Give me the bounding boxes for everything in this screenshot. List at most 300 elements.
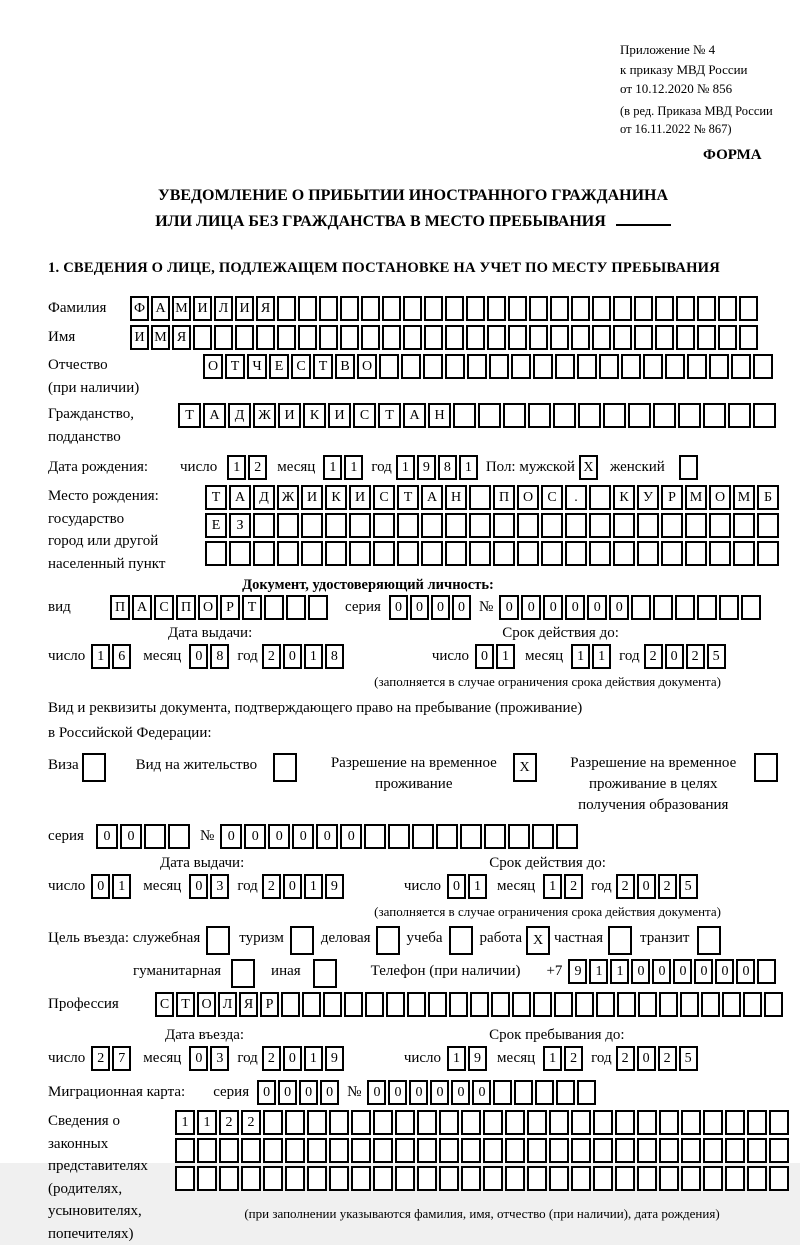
form-cell <box>273 753 297 782</box>
title-blank-underline <box>616 210 671 226</box>
form-cell: Ж <box>277 485 299 510</box>
form-cell <box>439 1138 459 1163</box>
form-cell: 0 <box>543 595 563 620</box>
sex-female-label: женский <box>609 459 665 476</box>
form-cell: К <box>613 485 635 510</box>
form-cell: П <box>493 485 515 510</box>
temp-permit-label <box>319 753 508 795</box>
form-cell: 0 <box>431 595 450 620</box>
form-cell: 1 <box>304 644 323 669</box>
form-cell <box>571 1138 591 1163</box>
form-cell <box>329 1110 349 1135</box>
birth-place-label-line3: город или другой <box>48 533 159 550</box>
form-cell: К <box>325 485 347 510</box>
form-cell: Н <box>445 485 467 510</box>
form-cell <box>395 1138 415 1163</box>
form-cell: 0 <box>665 644 684 669</box>
form-cell: 0 <box>283 874 302 899</box>
mig-number-label: № <box>347 1084 362 1101</box>
temp-permit-label-line1: Разрешение на временное <box>330 755 497 772</box>
form-cell <box>571 1166 591 1191</box>
form-cell <box>615 1138 635 1163</box>
form-cell: 2 <box>644 644 663 669</box>
migration-card-row <box>48 1080 778 1105</box>
representatives-cells <box>175 1110 789 1222</box>
form-cell: М <box>151 325 170 350</box>
form-cell: 0 <box>367 1080 386 1105</box>
form-cell: 0 <box>521 595 541 620</box>
purpose-other-label: иная <box>271 963 301 980</box>
form-cell <box>637 541 659 566</box>
form-cell <box>637 1166 657 1191</box>
form-cell <box>527 1110 547 1135</box>
form-cell: 0 <box>565 595 585 620</box>
form-cell <box>681 1110 701 1135</box>
form-cell <box>613 513 635 538</box>
form-cell: 0 <box>91 874 110 899</box>
form-cell <box>453 403 476 428</box>
form-cell <box>508 824 530 849</box>
form-cell <box>613 325 632 350</box>
day-label: число <box>403 1050 442 1067</box>
form-cell: 1 <box>197 1110 217 1135</box>
form-cell <box>470 992 489 1017</box>
form-cell <box>554 992 573 1017</box>
form-cell <box>349 513 371 538</box>
form-cell <box>461 1166 481 1191</box>
form-cell <box>577 354 597 379</box>
purpose-humanitarian-checkbox <box>231 959 255 988</box>
form-cell: 1 <box>396 455 415 480</box>
mig-number-cells <box>367 1080 596 1105</box>
form-cell: 0 <box>475 644 494 669</box>
doc-issue-year-cells <box>262 644 344 669</box>
form-cell <box>469 541 491 566</box>
patronymic-cells <box>203 354 773 379</box>
form-cell <box>634 296 653 321</box>
month-label: месяц <box>497 1050 536 1067</box>
form-cell <box>351 1110 371 1135</box>
form-cell: И <box>301 485 323 510</box>
form-cell <box>747 1166 767 1191</box>
form-cell: У <box>637 485 659 510</box>
appendix-note-line: от 16.11.2022 № 867) <box>620 121 732 136</box>
form-cell <box>298 296 317 321</box>
name-cells <box>130 325 758 350</box>
form-cell <box>386 992 405 1017</box>
form-cell <box>659 1138 679 1163</box>
form-cell: 0 <box>268 824 290 849</box>
birth-place-label-line2: государство <box>48 510 125 527</box>
form-cell: О <box>198 595 218 620</box>
birth-place-row3 <box>205 541 779 566</box>
form-cell: Л <box>218 992 237 1017</box>
form-cell <box>661 513 683 538</box>
form-cell: 0 <box>736 959 755 984</box>
form-cell <box>302 992 321 1017</box>
purpose-humanitarian-label: гуманитарная <box>133 963 222 980</box>
month-label: месяц <box>525 648 564 665</box>
form-cell <box>301 513 323 538</box>
form-cell <box>739 325 758 350</box>
form-cell <box>589 513 611 538</box>
form-cell <box>593 1110 613 1135</box>
form-cell <box>757 959 776 984</box>
doc-number-label: № <box>478 599 494 616</box>
form-cell <box>589 541 611 566</box>
stay-month-cells <box>543 1046 583 1071</box>
form-cell <box>659 1166 679 1191</box>
form-cell <box>565 513 587 538</box>
form-cell: И <box>193 296 212 321</box>
doc-issue-date-label: Дата выдачи: <box>168 625 253 642</box>
form-cell <box>631 595 651 620</box>
form-cell <box>653 595 673 620</box>
purpose-work-checkbox <box>526 926 550 955</box>
form-cell <box>445 541 467 566</box>
doc-kind-cells <box>110 595 328 620</box>
citizenship-label <box>48 403 178 448</box>
form-cell <box>747 1110 767 1135</box>
residence-doc-text <box>48 696 778 746</box>
form-cell: И <box>235 296 254 321</box>
form-cell: 9 <box>468 1046 487 1071</box>
permit-series-label: серия <box>48 828 84 845</box>
doc-kind-row <box>48 595 778 620</box>
form-cell: 2 <box>658 874 677 899</box>
form-cell <box>615 1110 635 1135</box>
form-cell <box>638 992 657 1017</box>
form-cell: С <box>541 485 563 510</box>
form-cell: Т <box>176 992 195 1017</box>
form-cell: 0 <box>244 824 266 849</box>
birth-year-cells <box>396 455 478 480</box>
form-cell: 0 <box>715 959 734 984</box>
form-cell <box>637 1110 657 1135</box>
purpose-tourism-label: туризм <box>239 930 284 947</box>
entry-year-cells <box>262 1046 344 1071</box>
form-cell <box>493 541 515 566</box>
form-cell <box>256 325 275 350</box>
form-cell <box>424 325 443 350</box>
form-cell <box>489 354 509 379</box>
form-cell <box>528 403 551 428</box>
year-label: год <box>237 878 258 895</box>
form-cell <box>703 1166 723 1191</box>
form-cell: В <box>335 354 355 379</box>
form-cell <box>214 325 233 350</box>
permit-valid-year-cells <box>616 874 698 899</box>
form-cell <box>379 354 399 379</box>
profession-row <box>48 992 778 1017</box>
patronymic-row <box>48 354 778 399</box>
form-cell <box>659 992 678 1017</box>
form-cell: 2 <box>262 1046 281 1071</box>
form-cell: 2 <box>241 1110 261 1135</box>
form-cell: 1 <box>175 1110 195 1135</box>
form-cell <box>82 753 106 782</box>
stay-year-cells <box>616 1046 698 1071</box>
purpose-study-checkbox <box>449 926 473 955</box>
form-cell: 6 <box>112 644 131 669</box>
form-cell <box>376 926 400 955</box>
form-cell <box>373 1138 393 1163</box>
form-cell: Е <box>205 513 227 538</box>
form-cell <box>439 1110 459 1135</box>
form-cell <box>449 992 468 1017</box>
form-cell <box>424 296 443 321</box>
form-cell: М <box>685 485 707 510</box>
form-cell: 0 <box>120 824 142 849</box>
purpose-other-checkbox <box>313 959 337 988</box>
form-cell <box>206 926 230 955</box>
entry-purpose-row <box>48 926 778 955</box>
form-cell <box>527 1166 547 1191</box>
form-cell <box>527 1138 547 1163</box>
form-cell <box>533 992 552 1017</box>
form-cell: 0 <box>694 959 713 984</box>
form-cell <box>718 325 737 350</box>
form-cell: 1 <box>589 959 608 984</box>
form-cell <box>505 1166 525 1191</box>
doc-kind-label: вид <box>48 599 71 616</box>
doc-valid-note: (заполняется в случае ограничения срока действия документа) <box>374 674 721 690</box>
form-cell: Н <box>428 403 451 428</box>
form-cell <box>277 541 299 566</box>
form-cell: С <box>353 403 376 428</box>
representatives-block <box>48 1110 778 1245</box>
form-cell <box>298 325 317 350</box>
form-cell <box>340 296 359 321</box>
form-cell <box>757 541 779 566</box>
sex-male-checkbox <box>579 455 598 480</box>
entry-date-label: Дата въезда: <box>165 1027 245 1044</box>
form-cell: 0 <box>283 1046 302 1071</box>
form-cell <box>264 595 284 620</box>
form-cell: И <box>130 325 149 350</box>
permit-date-labels <box>48 854 778 873</box>
form-cell <box>319 325 338 350</box>
form-cell: А <box>403 403 426 428</box>
form-cell: Е <box>269 354 289 379</box>
form-cell: 5 <box>679 874 698 899</box>
year-label: год <box>591 1050 612 1067</box>
form-cell <box>628 403 651 428</box>
representatives-label-line6: попечителях) <box>48 1225 134 1242</box>
form-cell: 0 <box>652 959 671 984</box>
form-cell <box>407 992 426 1017</box>
form-cell: 0 <box>430 1080 449 1105</box>
form-cell <box>603 403 626 428</box>
doc-valid-month-cells <box>571 644 611 669</box>
form-cell <box>680 992 699 1017</box>
form-cell <box>728 403 751 428</box>
form-cell <box>461 1138 481 1163</box>
edu-permit-label-line2: проживание в целях <box>589 776 718 793</box>
form-cell <box>550 325 569 350</box>
patronymic-label <box>48 354 203 399</box>
form-cell <box>351 1138 371 1163</box>
form-cell: Т <box>313 354 333 379</box>
form-cell: Т <box>178 403 201 428</box>
form-cell: 1 <box>344 455 363 480</box>
migration-card-label: Миграционная карта: <box>48 1084 186 1101</box>
form-cell <box>556 1080 575 1105</box>
representatives-label-line3: представителях <box>48 1158 148 1175</box>
visa-checkbox <box>82 753 106 782</box>
form-cell <box>725 1110 745 1135</box>
form-cell <box>556 824 578 849</box>
form-cell <box>308 595 328 620</box>
representatives-row2 <box>175 1138 789 1163</box>
edu-permit-label <box>559 753 748 816</box>
form-cell <box>144 824 166 849</box>
birth-place-block <box>48 485 778 575</box>
form-cell: Т <box>397 485 419 510</box>
form-cell: 1 <box>91 644 110 669</box>
birth-date-row <box>48 455 778 480</box>
form-cell: 1 <box>459 455 478 480</box>
form-cell <box>445 325 464 350</box>
form-cell: 1 <box>468 874 487 899</box>
form-cell: 0 <box>96 824 118 849</box>
form-cell <box>685 513 707 538</box>
form-cell <box>397 513 419 538</box>
purpose-work-label: работа <box>479 930 523 947</box>
birth-place-row2 <box>205 513 779 538</box>
form-cell <box>617 992 636 1017</box>
form-cell: 0 <box>452 595 471 620</box>
form-cell <box>307 1110 327 1135</box>
representatives-row1 <box>175 1110 789 1135</box>
form-cell <box>512 992 531 1017</box>
form-cell <box>449 926 473 955</box>
form-cell <box>403 325 422 350</box>
form-cell: 0 <box>316 824 338 849</box>
birth-day-cells <box>227 455 267 480</box>
form-cell <box>344 992 363 1017</box>
form-cell <box>676 325 695 350</box>
citizenship-label-line2: подданство <box>48 428 121 445</box>
month-label: месяц <box>143 878 182 895</box>
form-cell <box>681 1138 701 1163</box>
permit-dates-row <box>48 874 778 899</box>
representatives-label-line5: усыновителях, <box>48 1203 142 1220</box>
form-cell <box>517 513 539 538</box>
form-cell: А <box>203 403 226 428</box>
doc-dates-row <box>48 644 778 669</box>
permit-valid-until-label: Срок действия до: <box>489 855 606 872</box>
form-cell <box>241 1138 261 1163</box>
appendix-note-line: (в ред. Приказа МВД России <box>620 103 773 118</box>
entry-dates-row <box>48 1046 778 1071</box>
form-cell <box>361 296 380 321</box>
form-cell: 5 <box>707 644 726 669</box>
form-cell: 8 <box>325 644 344 669</box>
purpose-private-checkbox <box>608 926 632 955</box>
form-cell <box>553 403 576 428</box>
form-cell <box>637 513 659 538</box>
form-cell: 2 <box>616 874 635 899</box>
form-cell <box>731 354 751 379</box>
form-cell <box>719 595 739 620</box>
form-cell <box>733 541 755 566</box>
birth-month-cells <box>323 455 363 480</box>
form-cell <box>319 296 338 321</box>
permit-series-row <box>48 824 778 849</box>
surname-cells <box>130 296 758 321</box>
form-cell <box>697 926 721 955</box>
form-cell: А <box>229 485 251 510</box>
form-cell: 1 <box>323 455 342 480</box>
form-cell: И <box>278 403 301 428</box>
form-cell: С <box>291 354 311 379</box>
form-cell <box>613 296 632 321</box>
form-cell <box>417 1138 437 1163</box>
form-cell <box>483 1138 503 1163</box>
form-cell: 9 <box>568 959 587 984</box>
form-cell <box>535 1080 554 1105</box>
form-cell: С <box>154 595 174 620</box>
form-cell <box>340 325 359 350</box>
form-cell: 0 <box>609 595 629 620</box>
form-cell <box>529 325 548 350</box>
month-label: месяц <box>143 648 182 665</box>
birth-date-label: Дата рождения: <box>48 459 149 476</box>
form-cell <box>508 325 527 350</box>
form-cell <box>659 1110 679 1135</box>
form-cell: З <box>229 513 251 538</box>
form-cell: 2 <box>219 1110 239 1135</box>
form-cell <box>549 1138 569 1163</box>
form-cell <box>685 541 707 566</box>
form-cell: . <box>565 485 587 510</box>
form-cell <box>469 485 491 510</box>
form-cell <box>493 1080 512 1105</box>
form-cell <box>361 325 380 350</box>
form-cell <box>219 1138 239 1163</box>
form-cell <box>678 403 701 428</box>
stay-until-label: Срок пребывания до: <box>489 1027 625 1044</box>
phone-label: Телефон (при наличии) <box>370 963 521 980</box>
form-cell: 1 <box>304 874 323 899</box>
form-cell: 0 <box>389 595 408 620</box>
form-cell: 0 <box>637 874 656 899</box>
form-cell <box>571 325 590 350</box>
doc-date-labels <box>48 624 778 643</box>
form-cell <box>511 354 531 379</box>
form-cell <box>529 296 548 321</box>
patronymic-label-line2: (при наличии) <box>48 379 140 396</box>
purpose-transit-label: транзит <box>640 930 690 947</box>
form-cell <box>655 325 674 350</box>
form-cell <box>395 1166 415 1191</box>
form-cell <box>253 541 275 566</box>
form-cell <box>643 354 663 379</box>
citizenship-row <box>48 403 778 448</box>
profession-cells <box>155 992 783 1017</box>
form-cell <box>679 455 698 480</box>
name-row <box>48 325 778 350</box>
form-cell <box>229 541 251 566</box>
form-cell <box>395 1110 415 1135</box>
mig-series-label: серия <box>213 1084 250 1101</box>
form-cell: 0 <box>189 644 208 669</box>
form-cell: К <box>303 403 326 428</box>
form-cell: 0 <box>388 1080 407 1105</box>
form-cell: 2 <box>616 1046 635 1071</box>
form-cell <box>754 753 778 782</box>
